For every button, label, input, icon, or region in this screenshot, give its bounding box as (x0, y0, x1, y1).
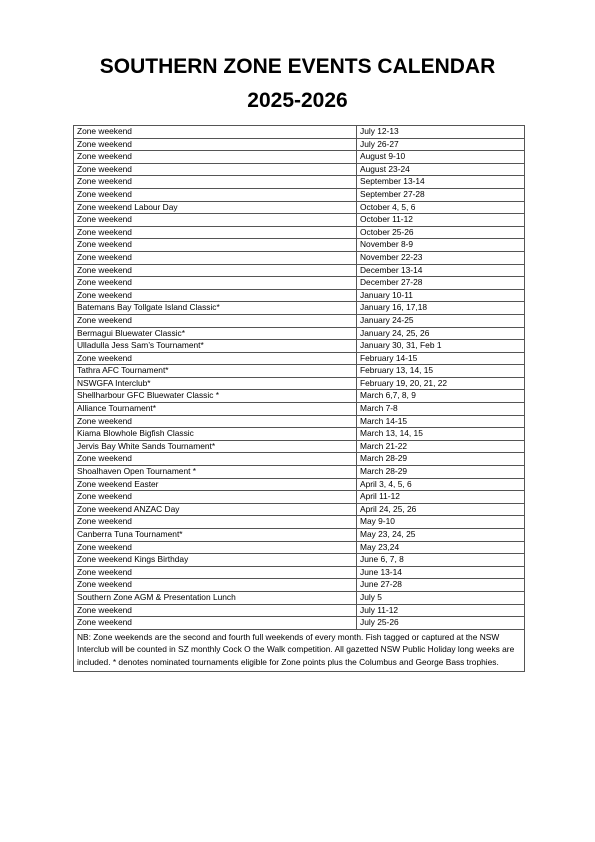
page-subtitle-years: 2025-2026 (247, 89, 348, 112)
event-date-cell: September 27-28 (357, 188, 525, 201)
event-date-cell: December 13-14 (357, 264, 525, 277)
event-date-cell: July 5 (357, 591, 525, 604)
event-date-cell: January 16, 17,18 (357, 302, 525, 315)
table-row (74, 188, 525, 201)
table-row (74, 226, 525, 239)
table-row (74, 591, 525, 604)
table-row (74, 440, 525, 453)
table-row (74, 529, 525, 542)
table-row (74, 163, 525, 176)
event-name-cell: Zone weekend (74, 453, 357, 466)
event-name-cell: Kiama Blowhole Bigfish Classic (74, 428, 357, 441)
table-row (74, 377, 525, 390)
table-row (74, 579, 525, 592)
event-date-cell: October 11-12 (357, 214, 525, 227)
event-name-cell: Zone weekend (74, 352, 357, 365)
table-row (74, 503, 525, 516)
event-name-cell: Zone weekend (74, 415, 357, 428)
table-row (74, 516, 525, 529)
table-row (74, 478, 525, 491)
table-row (74, 289, 525, 302)
event-name-cell: Zone weekend (74, 138, 357, 151)
table-row (74, 453, 525, 466)
event-name-cell: Zone weekend (74, 126, 357, 139)
event-date-cell: March 28-29 (357, 453, 525, 466)
table-row (74, 403, 525, 416)
table-row (74, 201, 525, 214)
event-date-cell: April 3, 4, 5, 6 (357, 478, 525, 491)
event-name-cell: Zone weekend (74, 151, 357, 164)
table-row (74, 541, 525, 554)
table-row (74, 415, 525, 428)
table-row (74, 176, 525, 189)
event-date-cell: February 14-15 (357, 352, 525, 365)
table-row (74, 264, 525, 277)
event-name-cell: Zone weekend (74, 491, 357, 504)
event-name-cell: Zone weekend (74, 188, 357, 201)
events-table (73, 125, 525, 672)
event-name-cell: Zone weekend (74, 314, 357, 327)
event-name-cell: Zone weekend (74, 176, 357, 189)
note-row (74, 629, 525, 671)
event-date-cell: March 28-29 (357, 466, 525, 479)
event-name-cell: Zone weekend (74, 277, 357, 290)
event-name-cell: Zone weekend (74, 214, 357, 227)
event-name-cell: Batemans Bay Tollgate Island Classic* (74, 302, 357, 315)
event-name-cell: Zone weekend (74, 163, 357, 176)
event-name-cell: Zone weekend (74, 604, 357, 617)
event-date-cell: July 12-13 (357, 126, 525, 139)
event-date-cell: May 23, 24, 25 (357, 529, 525, 542)
event-name-cell: Jervis Bay White Sands Tournament* (74, 440, 357, 453)
table-row (74, 340, 525, 353)
event-name-cell: Southern Zone AGM & Presentation Lunch (74, 591, 357, 604)
table-row (74, 617, 525, 630)
table-row (74, 214, 525, 227)
event-name-cell: Zone weekend Kings Birthday (74, 554, 357, 567)
event-name-cell: Zone weekend (74, 264, 357, 277)
event-date-cell: March 13, 14, 15 (357, 428, 525, 441)
event-date-cell: January 10-11 (357, 289, 525, 302)
event-name-cell: Zone weekend (74, 251, 357, 264)
event-name-cell: Zone weekend (74, 541, 357, 554)
event-name-cell: Zone weekend (74, 226, 357, 239)
table-row (74, 390, 525, 403)
event-date-cell: June 6, 7, 8 (357, 554, 525, 567)
table-row (74, 277, 525, 290)
event-name-cell: Zone weekend ANZAC Day (74, 503, 357, 516)
table-row (74, 352, 525, 365)
event-date-cell: October 4, 5, 6 (357, 201, 525, 214)
event-name-cell: Zone weekend (74, 516, 357, 529)
event-name-cell: Shellharbour GFC Bluewater Classic * (74, 390, 357, 403)
event-name-cell: Alliance Tournament* (74, 403, 357, 416)
table-row (74, 491, 525, 504)
event-name-cell: Zone weekend Easter (74, 478, 357, 491)
event-date-cell: August 9-10 (357, 151, 525, 164)
event-date-cell: June 13-14 (357, 566, 525, 579)
event-date-cell: February 13, 14, 15 (357, 365, 525, 378)
event-date-cell: August 23-24 (357, 163, 525, 176)
event-date-cell: May 9-10 (357, 516, 525, 529)
event-date-cell: May 23,24 (357, 541, 525, 554)
event-name-cell: Zone weekend (74, 579, 357, 592)
event-date-cell: July 26-27 (357, 138, 525, 151)
table-row (74, 327, 525, 340)
event-date-cell: November 8-9 (357, 239, 525, 252)
event-date-cell: June 27-28 (357, 579, 525, 592)
table-row (74, 151, 525, 164)
table-row (74, 138, 525, 151)
event-date-cell: March 14-15 (357, 415, 525, 428)
table-row (74, 566, 525, 579)
event-name-cell: NSWGFA Interclub* (74, 377, 357, 390)
event-date-cell: March 7-8 (357, 403, 525, 416)
event-date-cell: November 22-23 (357, 251, 525, 264)
table-row (74, 365, 525, 378)
table-row (74, 466, 525, 479)
event-date-cell: October 25-26 (357, 226, 525, 239)
event-date-cell: March 21-22 (357, 440, 525, 453)
table-row (74, 302, 525, 315)
event-name-cell: Shoalhaven Open Tournament * (74, 466, 357, 479)
event-date-cell: April 24, 25, 26 (357, 503, 525, 516)
table-row (74, 604, 525, 617)
event-name-cell: Zone weekend (74, 617, 357, 630)
table-row (74, 239, 525, 252)
event-date-cell: July 11-12 (357, 604, 525, 617)
event-name-cell: Ulladulla Jess Sam’s Tournament* (74, 340, 357, 353)
event-name-cell: Zone weekend (74, 239, 357, 252)
event-date-cell: January 24, 25, 26 (357, 327, 525, 340)
event-date-cell: April 11-12 (357, 491, 525, 504)
event-date-cell: January 30, 31, Feb 1 (357, 340, 525, 353)
event-name-cell: Zone weekend Labour Day (74, 201, 357, 214)
table-row (74, 428, 525, 441)
calendar-note: NB: Zone weekends are the second and fourth full weekends of every month. Fish tagged or captured at the NSW Interclub will be counted in SZ monthly Cock O the Walk competition. All gazetted NSW Public Holiday long weeks are included. * denotes nominated tournaments eligible for Zone points plus the Columbus and George Bass trophies. (74, 629, 525, 671)
event-name-cell: Bermagui Bluewater Classic* (74, 327, 357, 340)
event-name-cell: Zone weekend (74, 289, 357, 302)
event-name-cell: Zone weekend (74, 566, 357, 579)
event-name-cell: Canberra Tuna Tournament* (74, 529, 357, 542)
event-name-cell: Tathra AFC Tournament* (74, 365, 357, 378)
table-row (74, 126, 525, 139)
event-date-cell: March 6,7, 8, 9 (357, 390, 525, 403)
table-row (74, 251, 525, 264)
event-date-cell: July 25-26 (357, 617, 525, 630)
event-date-cell: September 13-14 (357, 176, 525, 189)
table-row (74, 554, 525, 567)
table-row (74, 314, 525, 327)
event-date-cell: December 27-28 (357, 277, 525, 290)
event-date-cell: February 19, 20, 21, 22 (357, 377, 525, 390)
event-date-cell: January 24-25 (357, 314, 525, 327)
events-table-body (74, 126, 525, 630)
page-title: SOUTHERN ZONE EVENTS CALENDAR (99, 55, 496, 78)
